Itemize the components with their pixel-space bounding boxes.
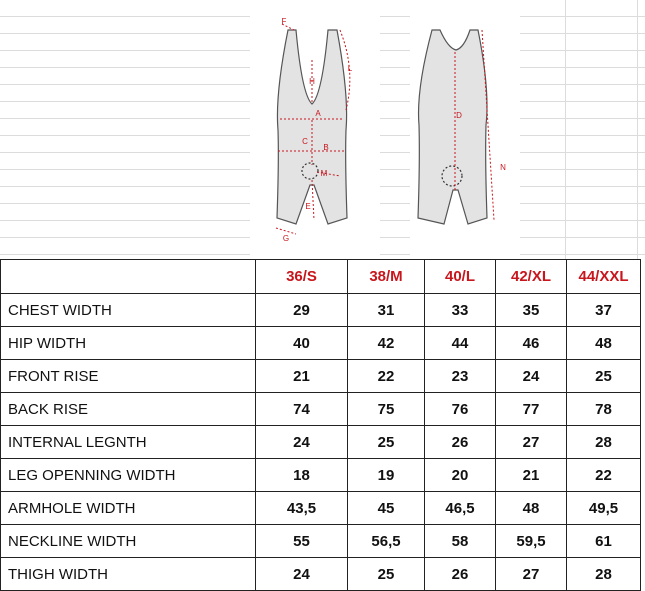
size-header-row xyxy=(1,260,641,294)
size-header-s: 36/S xyxy=(256,260,348,294)
table-cell: 78 xyxy=(567,393,641,426)
table-cell: 48 xyxy=(496,492,567,525)
table-cell: 46,5 xyxy=(425,492,496,525)
table-cell: 25 xyxy=(348,558,425,591)
table-cell: 21 xyxy=(256,360,348,393)
table-cell: 27 xyxy=(496,558,567,591)
size-header-l: 40/L xyxy=(425,260,496,294)
table-cell: 49,5 xyxy=(567,492,641,525)
bib-shorts-front-diagram xyxy=(250,0,380,259)
table-row xyxy=(1,294,641,327)
table-cell: 43,5 xyxy=(256,492,348,525)
table-cell: 27 xyxy=(496,426,567,459)
label-l: L xyxy=(347,64,353,73)
size-chart-table xyxy=(0,259,641,591)
table-cell: 77 xyxy=(496,393,567,426)
table-cell: 22 xyxy=(348,360,425,393)
size-header-xxl: 44/XXL xyxy=(567,260,641,294)
table-cell: 59,5 xyxy=(496,525,567,558)
row-label: LEG OPENNING WIDTH xyxy=(1,459,256,492)
table-cell: 29 xyxy=(256,294,348,327)
table-cell: 35 xyxy=(496,294,567,327)
table-cell: 58 xyxy=(425,525,496,558)
table-cell: 46 xyxy=(496,327,567,360)
table-row xyxy=(1,360,641,393)
table-cell: 25 xyxy=(348,426,425,459)
table-row xyxy=(1,492,641,525)
table-cell: 24 xyxy=(496,360,567,393)
table-row xyxy=(1,327,641,360)
table-cell: 26 xyxy=(425,426,496,459)
row-label: NECKLINE WIDTH xyxy=(1,525,256,558)
table-cell: 24 xyxy=(256,426,348,459)
label-c: C xyxy=(302,137,308,146)
label-m: M xyxy=(320,169,328,178)
row-label: ARMHOLE WIDTH xyxy=(1,492,256,525)
table-row xyxy=(1,525,641,558)
grid-column-line xyxy=(565,0,566,259)
table-cell: 56,5 xyxy=(348,525,425,558)
table-row xyxy=(1,459,641,492)
table-cell: 33 xyxy=(425,294,496,327)
row-label: THIGH WIDTH xyxy=(1,558,256,591)
table-cell: 23 xyxy=(425,360,496,393)
table-cell: 20 xyxy=(425,459,496,492)
label-d: D xyxy=(456,111,462,120)
table-cell: 42 xyxy=(348,327,425,360)
row-label: CHEST WIDTH xyxy=(1,294,256,327)
table-cell: 61 xyxy=(567,525,641,558)
table-cell: 22 xyxy=(567,459,641,492)
table-cell: 48 xyxy=(567,327,641,360)
table-cell: 55 xyxy=(256,525,348,558)
row-label: BACK RISE xyxy=(1,393,256,426)
table-cell: 28 xyxy=(567,558,641,591)
table-cell: 75 xyxy=(348,393,425,426)
table-row xyxy=(1,393,641,426)
label-h: H xyxy=(309,77,315,86)
table-cell: 19 xyxy=(348,459,425,492)
label-n: N xyxy=(500,163,506,172)
table-cell: 24 xyxy=(256,558,348,591)
label-g: G xyxy=(282,234,290,243)
table-row xyxy=(1,426,641,459)
bib-shorts-back-diagram xyxy=(410,0,520,259)
header-empty-cell xyxy=(1,260,256,294)
label-b: B xyxy=(323,143,329,152)
row-label: INTERNAL LEGNTH xyxy=(1,426,256,459)
row-label: FRONT RISE xyxy=(1,360,256,393)
table-cell: 74 xyxy=(256,393,348,426)
row-label: HIP WIDTH xyxy=(1,327,256,360)
table-cell: 28 xyxy=(567,426,641,459)
table-cell: 18 xyxy=(256,459,348,492)
label-f: F xyxy=(281,17,287,26)
table-cell: 25 xyxy=(567,360,641,393)
table-cell: 31 xyxy=(348,294,425,327)
grid-column-line xyxy=(637,0,638,259)
table-cell: 45 xyxy=(348,492,425,525)
table-cell: 44 xyxy=(425,327,496,360)
label-a: A xyxy=(315,109,321,118)
table-cell: 40 xyxy=(256,327,348,360)
table-row xyxy=(1,558,641,591)
label-e: E xyxy=(305,202,311,211)
size-header-xl: 42/XL xyxy=(496,260,567,294)
table-cell: 76 xyxy=(425,393,496,426)
table-cell: 37 xyxy=(567,294,641,327)
table-cell: 26 xyxy=(425,558,496,591)
spreadsheet-background xyxy=(0,0,645,259)
table-cell: 21 xyxy=(496,459,567,492)
size-header-m: 38/M xyxy=(348,260,425,294)
